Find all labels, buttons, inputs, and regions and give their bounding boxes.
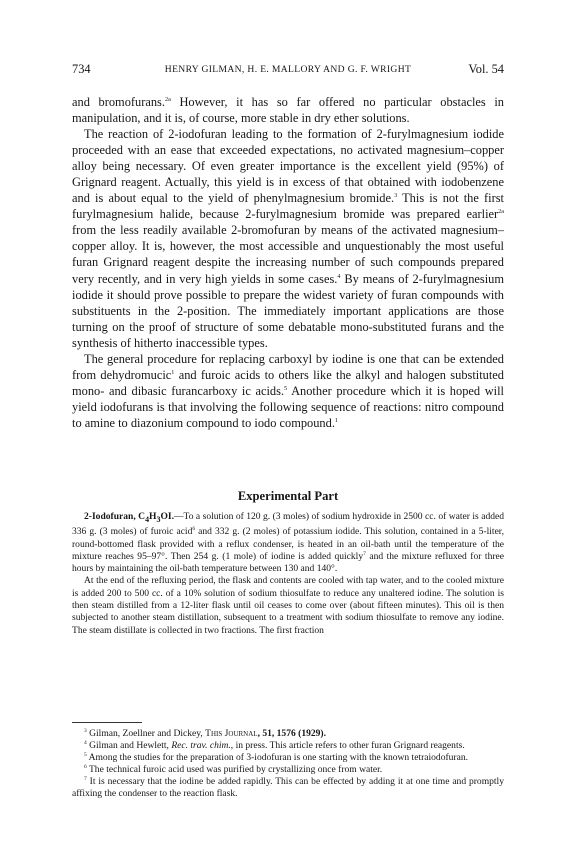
footnote-5: $^5$ Among the studies for the preparation of 3-iodofuran is one starting with the known tetraiodofuran. [84,751,469,763]
compound-title: 2-Iodofuran, $C_4H_3OI$. [84,511,174,524]
experimental-paragraph-2: At the end of the refluxing period, the flask and contents are cooled with tap water, and to the cooled mixture is added 200 to 500 cc. of a 10% solution of sodium thiosulfate to reduce any unaltered iodine. The solution is then steam distilled from a 12-liter flask until oil ceases to come over (about fifteen minutes). This oil is then subjected to another steam distillation, subsequent to a treatment with sodium thiosulfate to remove any iodine. The steam distillate is collected in two fractions. The first fraction [72,575,504,636]
paragraph-1: and bromofurans.$^{2a}$ However, it has so far offered no particular obstacles in manipulation, and it is, of course, more stable in dry ether solutions. [72,95,505,126]
footnote-3: $^3$ Gilman, Zoellner and Dickey, This Journal, 51, 1576 (1929). [84,727,326,739]
page-number: 734 [72,62,91,76]
paragraph-2: The reaction of 2-iodofuran leading to the formation of 2-furylmagnesium iodide proceeded with an ease that exceeded expectations, no activated magnesium–copper alloy being necessary. Of even greater importance is the excellent yield (95%) of Grignard reagent. Actually, this yield is in excess of that obtained with iodobenzene and is about equal to the yield of phenylmagnesium bromide.$^3$ This is not the first furylmagnesium halide, because 2-furylmagnesium bromide was prepared earlier$^{2a}$ from the less readily available 2-bromofuran by means of the activated magnesium–copper alloy. It is, however, the most accessible and unquestionably the most useful furan Grignard reagent despite the increasing number of such compounds prepared very recently, and in very high yields in some cases.$^4$ By means of 2-furylmagnesium iodide it should prove possible to prepare the widest variety of furan compounds with substituents in the 2-position. The immediately important applications are those turning on the proof of structure of some debatable mono-substituted furans and the synthesis of hitherto inaccessible types. [72,127,504,350]
footnotes [72,728,504,799]
footnote-7: $^7$ It is necessary that the iodine be added rapidly. This can be effected by adding it at one time and promptly affixing the condenser to the reaction flask. [72,775,504,799]
running-header [72,62,504,78]
experimental-paragraph-1: 2-Iodofuran, $C_4H_3OI.—To$ a solution of 120 g. (3 moles) of sodium hydroxide in 2500 cc. of water is added 336 g. (3 moles) of furoic acid$^6$ and 332 g. (2 moles) of potassium iodide. This solution, contained in a 5-liter, round-bottomed flask provided with a reflux condenser, is heated in an oil-bath until the temperature of the mixture reaches 95–97°. Then 254 g. (1 mole) of iodine is added quickly$^7$ and the mixture refluxed for three hours by maintaining the oil-bath temperature between 130 and 140°. [72,511,504,575]
experimental-text [72,511,504,637]
running-head-authors: HENRY GILMAN, H. E. MALLORY AND G. F. WRIGHT [164,64,412,75]
body-text [72,94,504,431]
volume-label: Vol. 54 [468,62,504,76]
section-heading: Experimental Part [237,489,339,503]
footnote-6: $^6$ The technical furoic acid used was purified by crystallizing once from water. [84,763,383,775]
footnote-rule [72,722,142,723]
paragraph-3: The general procedure for replacing carboxyl by iodine is one that can be extended from dehydromucic$^1$ and furoic acids to others like the alkyl and halogen substituted mono- and dibasic furancarboxy ic acids.$^5$ Another procedure which it is hoped will yield iodofurans is that involving the following sequence of reactions: nitro compound to amine to diazonium compound to iodo compound.$^1$ [72,351,504,430]
footnote-4: $^4$ Gilman and Hewlett, Rec. trav. chim., in press. This article refers to other furan Grignard reagents. [84,739,465,751]
